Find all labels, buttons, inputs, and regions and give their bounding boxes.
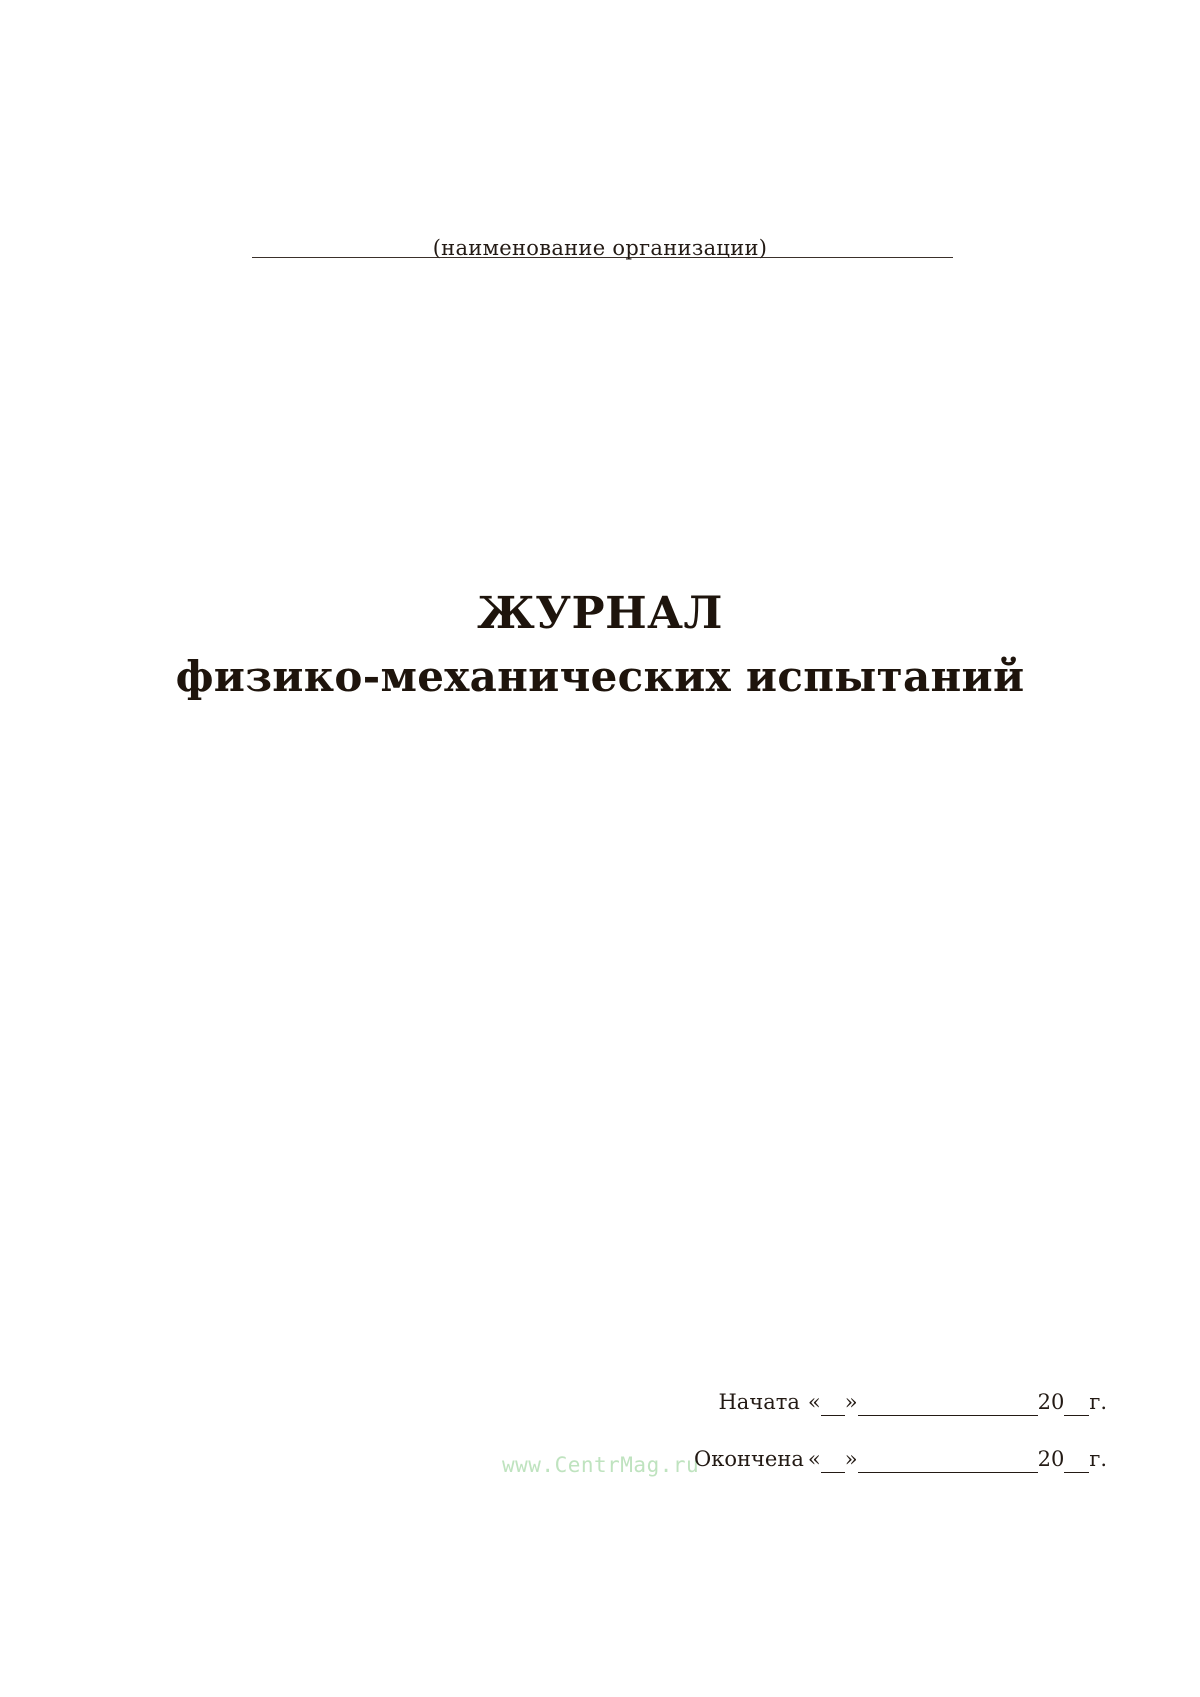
close-quote: » — [844, 1390, 858, 1414]
start-year-suffix: г. — [1089, 1390, 1107, 1414]
end-year-suffix: г. — [1089, 1447, 1107, 1471]
end-day-blank — [821, 1452, 845, 1473]
journal-title: ЖУРНАЛ — [477, 588, 723, 639]
start-century: 20 — [1037, 1390, 1065, 1414]
start-month-blank — [858, 1395, 1038, 1416]
open-quote: « — [807, 1390, 821, 1414]
end-date-label: Окончена — [694, 1447, 804, 1471]
start-date-label: Начата — [718, 1390, 800, 1414]
close-quote: » — [844, 1447, 858, 1471]
start-day-blank — [821, 1395, 845, 1416]
end-year-blank — [1064, 1452, 1089, 1473]
title-block — [0, 584, 1200, 710]
journal-subtitle: физико-механических испытаний — [175, 652, 1025, 701]
organization-caption: (наименование организации) — [432, 236, 768, 260]
start-year-blank — [1064, 1395, 1089, 1416]
end-century: 20 — [1037, 1447, 1065, 1471]
end-date-row — [694, 1445, 1107, 1473]
end-month-blank — [858, 1452, 1038, 1473]
watermark-text: www.CentrMag.ru — [502, 1453, 700, 1477]
open-quote: « — [807, 1447, 821, 1471]
start-date-row — [718, 1388, 1107, 1416]
